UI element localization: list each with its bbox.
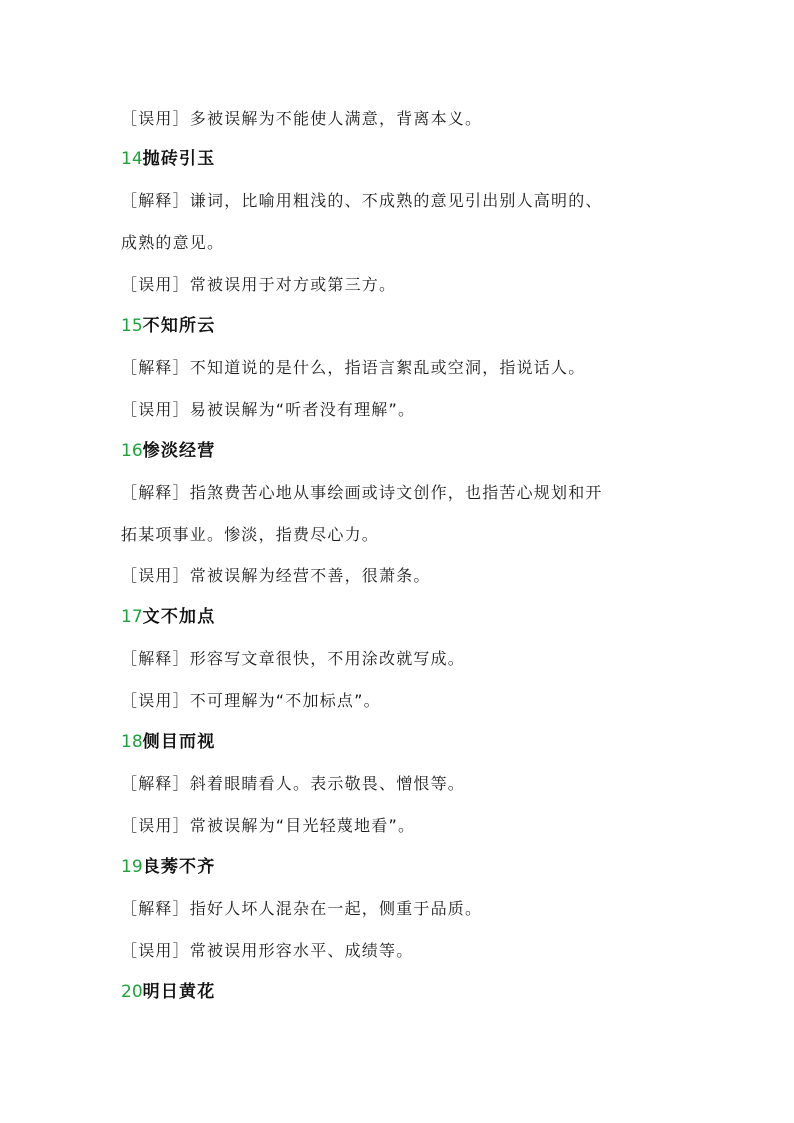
explanation-line: ［解释］不知道说的是什么，指语言絮乱或空洞，指说话人。 xyxy=(121,358,586,377)
explanation-continued-line: 成熟的意见。 xyxy=(121,233,225,252)
idiom-number: 17 xyxy=(121,607,143,627)
idiom-heading xyxy=(121,606,215,628)
idiom-number: 18 xyxy=(121,732,143,752)
idiom-title: 惨淡经营 xyxy=(142,441,216,461)
explanation-continued-line: 拓某项事业。惨淡，指费尽心力。 xyxy=(121,525,380,544)
idiom-title: 良莠不齐 xyxy=(142,857,216,877)
misuse-line: ［误用］易被误解为“听者没有理解”。 xyxy=(121,400,416,419)
explanation-line: ［解释］指煞费苦心地从事绘画或诗文创作，也指苦心规划和开 xyxy=(121,483,603,502)
explanation-line: ［解释］形容写文章很快，不用涂改就写成。 xyxy=(121,649,466,668)
idiom-heading xyxy=(121,315,215,337)
misuse-line: ［误用］常被误用于对方或第三方。 xyxy=(121,275,397,294)
idiom-title: 明日黄花 xyxy=(142,982,216,1002)
explanation-line: ［解释］指好人坏人混杂在一起，侧重于品质。 xyxy=(121,899,483,918)
idiom-title: 不知所云 xyxy=(142,316,216,336)
explanation-line: ［解释］斜着眼睛看人。表示敬畏、憎恨等。 xyxy=(121,774,466,793)
idiom-number: 14 xyxy=(121,149,143,169)
idiom-heading xyxy=(121,856,215,878)
misuse-line: ［误用］不可理解为“不加标点”。 xyxy=(121,691,381,710)
idiom-title: 抛砖引玉 xyxy=(142,149,216,169)
explanation-line: ［解释］谦词，比喻用粗浅的、不成熟的意见引出别人高明的、 xyxy=(121,191,603,210)
idiom-number: 20 xyxy=(121,982,143,1002)
idiom-number: 19 xyxy=(121,857,143,877)
misuse-line: ［误用］常被误解为经营不善，很萧条。 xyxy=(121,566,431,585)
misuse-line: ［误用］多被误解为不能使人满意，背离本义。 xyxy=(121,109,483,128)
idiom-heading xyxy=(121,731,215,753)
idiom-title: 侧目而视 xyxy=(142,732,216,752)
idiom-title: 文不加点 xyxy=(142,607,216,627)
idiom-heading xyxy=(121,981,215,1003)
idiom-number: 15 xyxy=(121,316,143,336)
misuse-line: ［误用］常被误用形容水平、成绩等。 xyxy=(121,941,414,960)
misuse-line: ［误用］常被误解为“目光轻蔑地看”。 xyxy=(121,816,416,835)
idiom-heading xyxy=(121,440,215,462)
idiom-heading xyxy=(121,148,215,170)
idiom-number: 16 xyxy=(121,441,143,461)
